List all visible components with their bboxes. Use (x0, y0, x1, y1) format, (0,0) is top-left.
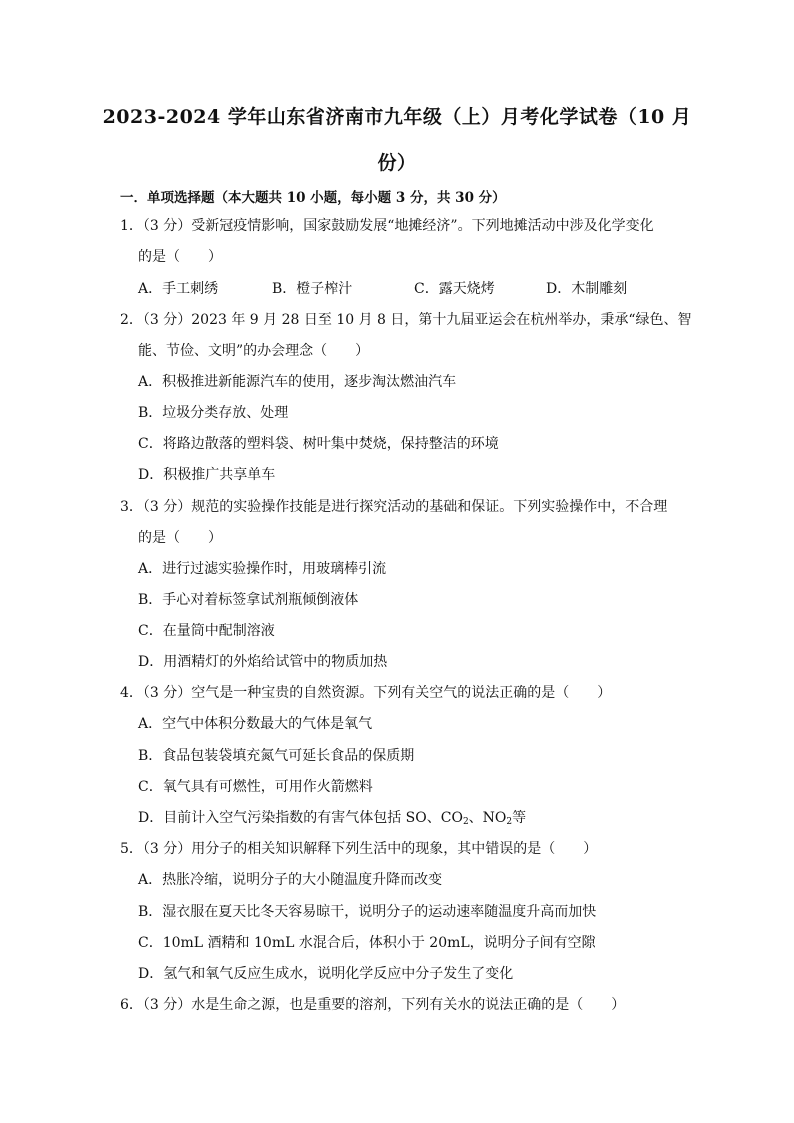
question-5-text: 5．（3 分）用分子的相关知识解释下列生活中的现象，其中错误的是（ ） (120, 841, 598, 857)
question-2-text: 2．（3 分）2023 年 9 月 28 日至 10 月 8 日，第十九届亚运会在杭州举办，秉承“绿色、智 (120, 312, 692, 328)
question-4-option-b: B．食品包装袋填充氮气可延长食品的保质期 (138, 748, 415, 764)
question-2-option-d: D．积极推广共享单车 (138, 467, 276, 483)
question-4-text: 4．（3 分）空气是一种宝贵的自然资源。下列有关空气的说法正确的是（ ） (120, 685, 612, 701)
question-5-option-b: B．湿衣服在夏天比冬天容易晾干，说明分子的运动速率随温度升高而加快 (138, 904, 597, 920)
no2-subscript: 2 (506, 817, 513, 827)
question-2-option-a: A．积极推进新能源汽车的使用，逐步淘汰燃油汽车 (138, 374, 457, 390)
question-1-option-c: C．露天烧烤 (414, 281, 495, 297)
section-heading: 一．单项选择题（本大题共 10 小题，每小题 3 分，共 30 分） (120, 190, 506, 206)
question-4-option-c: C．氧气具有可燃性，可用作火箭燃料 (138, 779, 373, 795)
question-2-text-cont: 能、节俭、文明”的办会理念（ ） (138, 343, 370, 359)
question-4-option-d-mid: 、NO (468, 810, 507, 826)
question-1-option-b: B．橙子榨汁 (272, 281, 353, 297)
question-1-option-d: D．木制雕刻 (546, 281, 628, 297)
question-4-option-a: A．空气中体积分数最大的气体是氧气 (138, 716, 373, 732)
question-1-text-cont: 的是（ ） (138, 249, 222, 265)
question-3-text-cont: 的是（ ） (138, 530, 222, 546)
exam-title-line-2: 份） (377, 152, 417, 174)
question-3-option-c: C．在量筒中配制溶液 (138, 623, 275, 639)
question-4-option-d (138, 808, 526, 832)
question-3-text: 3．（3 分）规范的实验操作技能是进行探究活动的基础和保证。下列实验操作中，不合理 (120, 499, 668, 515)
question-4-option-d-suffix: 等 (512, 810, 527, 826)
question-6-text: 6．（3 分）水是生命之源，也是重要的溶剂，下列有关水的说法正确的是（ ） (120, 997, 626, 1013)
co2-subscript: 2 (462, 817, 469, 827)
question-5-option-d: D．氢气和氧气反应生成水，说明化学反应中分子发生了变化 (138, 966, 514, 982)
question-1-text: 1．（3 分）受新冠疫情影响，国家鼓励发展“地摊经济”。下列地摊活动中涉及化学变化 (120, 218, 654, 234)
question-3-option-d: D．用酒精灯的外焰给试管中的物质加热 (138, 654, 388, 670)
question-3-option-b: B．手心对着标签拿试剂瓶倾倒液体 (138, 592, 359, 608)
question-5-option-c: C．10mL 酒精和 10mL 水混合后，体积小于 20mL，说明分子间有空隙 (138, 935, 596, 951)
question-5-option-a: A．热胀冷缩，说明分子的大小随温度升降而改变 (138, 872, 443, 888)
exam-title-line-1: 2023-2024 学年山东省济南市九年级（上）月考化学试卷（10 月 (102, 106, 692, 128)
question-4-option-d-prefix: D．目前计入空气污染指数的有害气体包括 SO、CO (138, 810, 463, 826)
question-2-option-b: B．垃圾分类存放、处理 (138, 405, 289, 421)
question-2-option-c: C．将路边散落的塑料袋、树叶集中焚烧，保持整洁的环境 (138, 436, 499, 452)
question-1-option-a: A．手工刺绣 (138, 281, 219, 297)
question-3-option-a: A．进行过滤实验操作时，用玻璃棒引流 (138, 561, 387, 577)
